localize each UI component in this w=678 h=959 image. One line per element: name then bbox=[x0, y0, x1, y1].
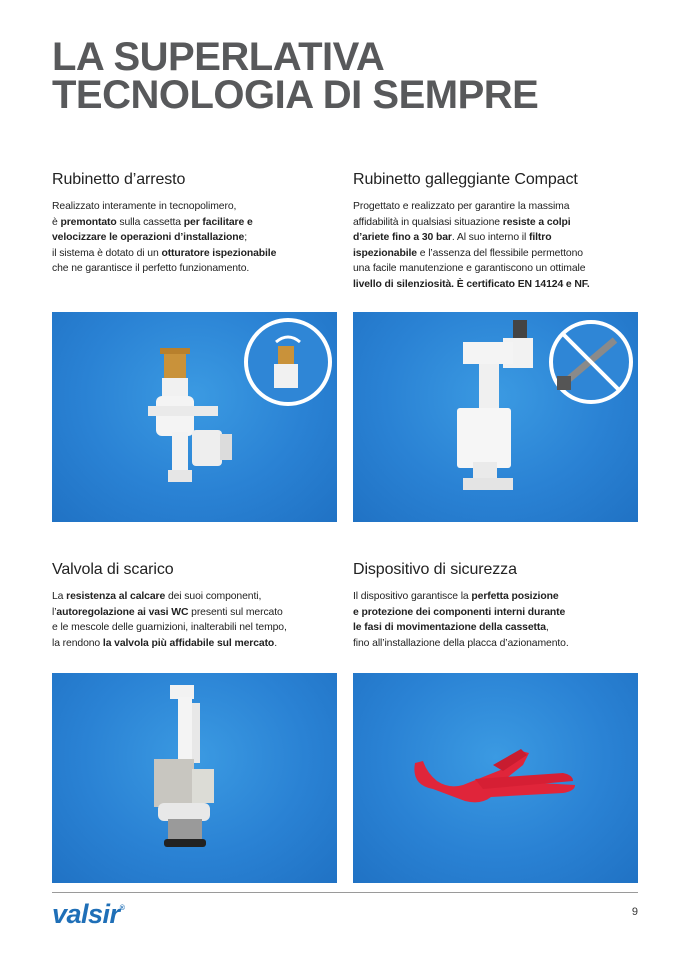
bold-text: per facilitare e bbox=[183, 216, 253, 228]
bold-text: otturatore ispezionabile bbox=[161, 247, 277, 259]
text-run: , bbox=[545, 622, 549, 634]
text-run: l’ bbox=[52, 606, 57, 618]
section-paragraph bbox=[353, 199, 643, 293]
section-rubinetto-galleggiante bbox=[353, 171, 643, 293]
text-run: Realizzato interamente in tecnopolimero, bbox=[52, 201, 237, 212]
bold-text: resiste a colpi bbox=[502, 216, 571, 228]
text-run: il sistema è dotato di un bbox=[52, 247, 162, 259]
text-run: ; bbox=[244, 232, 248, 244]
page-title-line-1: LA SUPERLATIVA bbox=[52, 35, 385, 79]
page-title-line-2: TECNOLOGIA DI SEMPRE bbox=[52, 73, 539, 117]
photo-rubinetto-galleggiante bbox=[353, 312, 638, 522]
bold-text: la valvola più affidabile sul mercato bbox=[102, 637, 275, 649]
bold-text: filtro bbox=[529, 232, 552, 244]
bold-text: premontato bbox=[60, 216, 117, 228]
page-title bbox=[52, 35, 632, 117]
text-run: la rendono bbox=[52, 637, 103, 649]
bold-text: velocizzare le operazioni d’installazione bbox=[52, 232, 245, 244]
photo-dispositivo-sicurezza bbox=[353, 673, 638, 883]
text-run: . Al suo interno il bbox=[451, 232, 529, 244]
section-paragraph bbox=[52, 199, 342, 277]
text-run: La bbox=[52, 591, 67, 602]
section-rubinetto-arresto bbox=[52, 171, 342, 277]
bold-text: e protezione dei componenti interni durante bbox=[353, 606, 566, 618]
text-run: presenti sul mercato bbox=[188, 606, 283, 618]
text-run: Il dispositivo garantisce la bbox=[353, 591, 472, 602]
bold-text: d’ariete fino a 30 bar bbox=[353, 232, 452, 244]
section-heading: Dispositivo di sicurezza bbox=[353, 561, 517, 578]
page-number: 9 bbox=[631, 906, 638, 918]
bold-text: autoregolazione ai vasi WC bbox=[56, 606, 189, 618]
section-heading: Rubinetto galleggiante Compact bbox=[353, 171, 578, 188]
valsir-logo: valsir® bbox=[52, 899, 125, 929]
photo-valvola-scarico bbox=[52, 673, 337, 883]
text-run: che ne garantisce il perfetto funzionamento. bbox=[52, 263, 250, 275]
text-run: fino all’installazione della placca d’azionamento. bbox=[353, 637, 569, 649]
text-run: una facile manutenzione e garantiscono un ottimale bbox=[353, 263, 586, 275]
section-paragraph bbox=[353, 589, 643, 651]
bold-text: resistenza al calcare bbox=[66, 591, 166, 602]
bold-text: ispezionabile bbox=[353, 247, 417, 259]
footer-divider bbox=[52, 892, 638, 893]
text-run: sulla cassetta bbox=[116, 216, 184, 228]
section-valvola-scarico bbox=[52, 561, 342, 651]
section-heading: Rubinetto d’arresto bbox=[52, 171, 186, 188]
text-run: e le mescole delle guarnizioni, inalterabili nel tempo, bbox=[52, 622, 287, 634]
section-paragraph bbox=[52, 589, 342, 651]
bold-text: livello di silenziosità. È certificato EN 14124 e NF. bbox=[353, 278, 590, 290]
photo-rubinetto-arresto bbox=[52, 312, 337, 522]
bold-text: le fasi di movimentazione della cassetta bbox=[353, 622, 546, 634]
text-run: . bbox=[274, 637, 277, 649]
section-heading: Valvola di scarico bbox=[52, 561, 174, 578]
text-run: è bbox=[52, 216, 61, 228]
text-run: Progettato e realizzato per garantire la massima bbox=[353, 201, 570, 212]
text-run: dei suoi componenti, bbox=[165, 591, 262, 602]
text-run: affidabilità in qualsiasi situazione bbox=[353, 216, 503, 228]
text-run: e l’assenza del flessibile permettono bbox=[416, 247, 583, 259]
bold-text: perfetta posizione bbox=[471, 591, 559, 602]
section-dispositivo-sicurezza bbox=[353, 561, 643, 651]
